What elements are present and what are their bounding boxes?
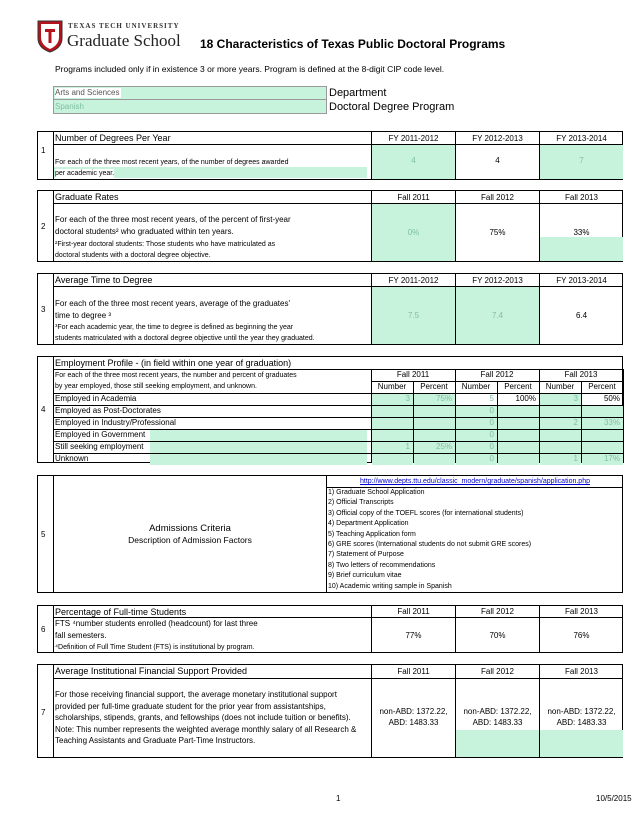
employment-cell: 33% <box>603 418 620 427</box>
admissions-criterion: 1) Graduate School Application <box>328 489 425 496</box>
section-1-value-3: 7 <box>579 156 584 165</box>
section-1-number: 1 <box>41 146 46 155</box>
section-1-value-2: 4 <box>495 156 500 165</box>
section-7-desc-line: provided per full-time graduate student for the prior year from assistantships, <box>55 701 326 711</box>
employment-cell: 5 <box>489 394 494 403</box>
employment-cell: 0 <box>489 454 494 463</box>
employment-cell: 0 <box>489 418 494 427</box>
column-percent: Percent <box>588 382 616 391</box>
admissions-link[interactable]: http://www.depts.ttu.edu/classic_modern/graduate/spanish/application.php <box>360 478 590 485</box>
section-6-value-1: 77% <box>405 631 422 640</box>
page-title: 18 Characteristics of Texas Public Doctoral Programs <box>200 37 506 51</box>
section-7-desc-line: For those receiving financial support, the average monetary institutional support <box>55 690 337 699</box>
section-2-value-2: 75% <box>489 228 506 237</box>
section-1-year-1: FY 2011-2012 <box>388 134 439 143</box>
section-3-title: Average Time to Degree <box>55 275 153 285</box>
employment-cell: 1 <box>573 454 578 463</box>
column-number: Number <box>545 382 575 391</box>
section-2-desc: For each of the three most recent years, of the percent of first-year <box>55 215 291 224</box>
section-2-title: Graduate Rates <box>55 192 119 202</box>
section-2-value-3: 33% <box>573 228 590 237</box>
admissions-criterion: 7) Statement of Purpose <box>328 551 404 559</box>
section-2-year-1: Fall 2011 <box>397 193 430 202</box>
section-5-subtitle: Description of Admission Factors <box>128 535 252 545</box>
employment-row-label: Employed in Government <box>55 430 146 439</box>
section-3-value-2: 7.4 <box>491 311 504 320</box>
section-6-year-2: Fall 2012 <box>481 607 514 616</box>
section-3-footnote: ³For each academic year, the time to degree is defined as beginning the year <box>55 324 294 331</box>
section-2-year-3: Fall 2013 <box>565 193 598 202</box>
section-4-desc: For each of the three most recent years, the number and percent of graduates <box>55 372 297 379</box>
admissions-criterion: 3) Official copy of the TOEFL scores (for international students) <box>328 509 524 517</box>
employment-row-label: Employed in Industry/Professional <box>55 418 176 427</box>
section-2-value-1: 0% <box>407 228 420 237</box>
section-3-number: 3 <box>41 305 46 314</box>
section-5-number: 5 <box>41 530 46 539</box>
employment-cell: 100% <box>515 394 536 403</box>
column-percent: Percent <box>504 382 532 391</box>
university-logo <box>37 20 63 53</box>
graduate-school-name: Graduate School <box>67 31 181 50</box>
page-number: 1 <box>336 794 341 803</box>
degree-label: Doctoral Degree Program <box>329 101 455 113</box>
section-7-year-2: Fall 2012 <box>481 667 514 676</box>
employment-row-label: Employed in Academia <box>55 394 137 403</box>
section-1-value-1: 4 <box>411 156 416 165</box>
section-6-year-3: Fall 2013 <box>565 607 598 616</box>
section-6-title: Percentage of Full-time Students <box>55 607 187 617</box>
section-3-year-1: FY 2011-2012 <box>388 276 439 285</box>
section-7-value-1: non-ABD: 1372.22, <box>379 707 448 716</box>
employment-row-label: Still seeking employment <box>55 442 144 451</box>
employment-cell: 2 <box>573 418 578 427</box>
section-4-title: Employment Profile - (in field within one year of graduation) <box>55 358 292 368</box>
department-label: Department <box>329 87 387 99</box>
section-3-year-3: FY 2013-2014 <box>556 276 607 285</box>
section-7-year-1: Fall 2011 <box>397 667 430 676</box>
section-6-value-3: 76% <box>573 631 590 640</box>
section-3-year-2: FY 2012-2013 <box>472 276 523 285</box>
footer-date: 10/5/2015 <box>596 794 632 803</box>
employment-cell: 75% <box>435 394 452 403</box>
admissions-criterion: 9) Brief curriculum vitae <box>328 572 402 580</box>
column-number: Number <box>377 382 407 391</box>
college-value: Arts and Sciences <box>55 88 120 97</box>
employment-cell: 0 <box>489 406 494 415</box>
section-7-value-3: non-ABD: 1372.22, <box>547 707 616 716</box>
section-1-year-3: FY 2013-2014 <box>556 134 607 143</box>
section-4-year-2: Fall 2012 <box>480 370 514 379</box>
employment-cell: 3 <box>405 394 410 403</box>
section-4-year-3: Fall 2013 <box>564 370 598 379</box>
column-number: Number <box>461 382 491 391</box>
admissions-criterion: 2) Official Transcripts <box>328 499 394 507</box>
program-note: Programs included only if in existence 3 or more years. Program is defined at the 8-digit CIP code level. <box>55 64 445 74</box>
admissions-criterion: 5) Teaching Application form <box>328 530 416 538</box>
admissions-criterion: 10) Academic writing sample in Spanish <box>328 582 452 590</box>
section-7-desc-line: Teaching Assistants and Graduate Part-Time Instructors. <box>55 736 256 746</box>
section-7-number: 7 <box>41 708 46 717</box>
employment-cell: 50% <box>603 394 620 403</box>
section-2-number: 2 <box>41 222 46 231</box>
section-4-number: 4 <box>41 405 46 414</box>
section-7-desc-line: scholarships, stipends, grants, and fellowships (does not include tuition or benefits). <box>55 713 351 723</box>
employment-cell: 0 <box>489 430 494 439</box>
section-3-desc: For each of the three most recent years, average of the graduates' <box>55 299 290 308</box>
section-6-value-2: 70% <box>489 631 506 640</box>
section-1-title: Number of Degrees Per Year <box>55 133 171 143</box>
employment-cell: 0 <box>489 442 494 451</box>
section-7-desc-line: Note: This number represents the weighted average monthly salary of all Research & <box>55 724 357 734</box>
employment-row-label: Employed as Post-Doctorates <box>55 406 161 415</box>
section-1-desc: For each of the three most recent years, of the number of degrees awarded <box>55 159 289 166</box>
employment-cell: 25% <box>435 442 452 451</box>
section-6-number: 6 <box>41 625 46 634</box>
section-2-year-2: Fall 2012 <box>481 193 514 202</box>
employment-cell: 3 <box>573 394 578 403</box>
employment-row-label: Unknown <box>55 454 89 463</box>
admissions-criterion: 4) Department Application <box>328 520 409 528</box>
employment-cell: 1 <box>405 442 410 451</box>
section-6-desc: FTS ⁴number students enrolled (headcount) for last three <box>55 619 258 628</box>
university-name: TEXAS TECH UNIVERSITY <box>68 22 180 30</box>
section-2-footnote: ²First-year doctoral students: Those students who have matriculated as <box>55 241 276 248</box>
department-field <box>53 100 327 114</box>
column-percent: Percent <box>420 382 448 391</box>
section-7-title: Average Institutional Financial Support Provided <box>55 666 247 676</box>
section-6-year-1: Fall 2011 <box>397 607 430 616</box>
admissions-criterion: 6) GRE scores (International students do not submit GRE scores) <box>328 541 532 548</box>
employment-cell: 17% <box>603 454 620 463</box>
department-value: Spanish <box>55 102 84 111</box>
section-1-year-2: FY 2012-2013 <box>472 134 523 143</box>
section-3-value-1: 7.5 <box>407 311 420 320</box>
section-5-title: Admissions Criteria <box>149 523 231 534</box>
admissions-criterion: 8) Two letters of recommendations <box>328 561 436 569</box>
section-6-footnote: ⁴Definition of Full Time Student (FTS) is institutional by program. <box>55 644 255 651</box>
section-4-year-1: Fall 2011 <box>396 370 430 379</box>
section-7-value-2: non-ABD: 1372.22, <box>463 707 532 716</box>
section-7-year-3: Fall 2013 <box>565 667 598 676</box>
section-3-value-3: 6.4 <box>575 311 588 320</box>
